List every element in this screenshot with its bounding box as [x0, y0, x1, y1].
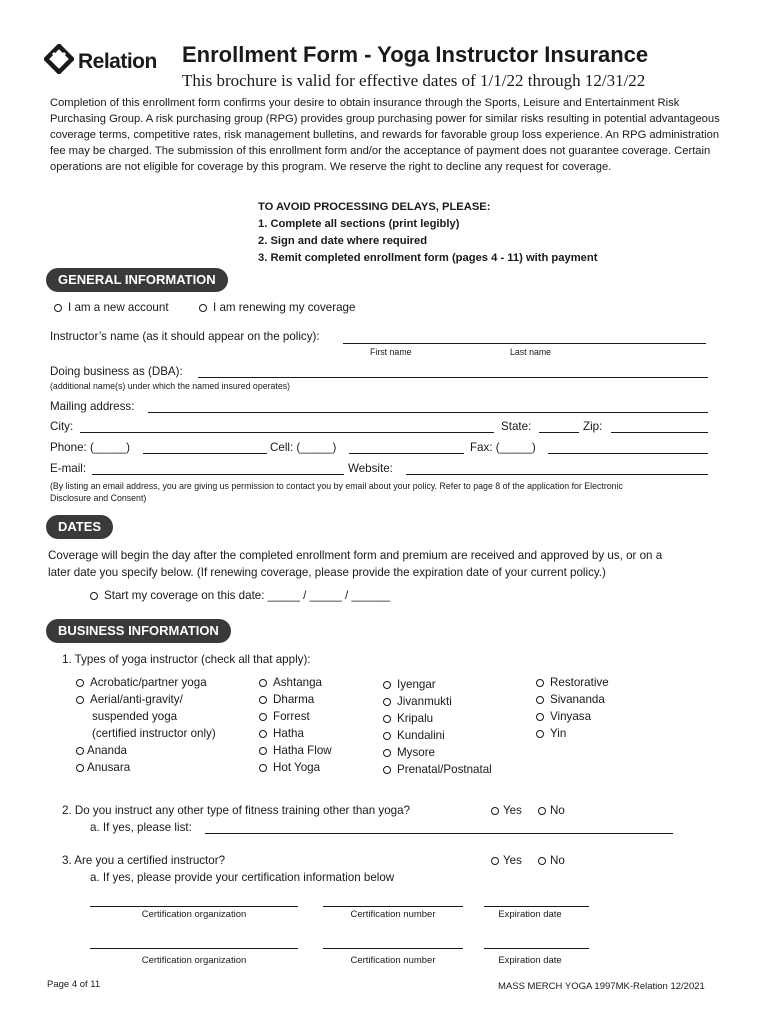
fax-field[interactable]	[548, 453, 708, 454]
first-name-caption: First name	[370, 347, 412, 357]
yoga-option-label: Hatha	[273, 727, 304, 740]
yoga-option-label: Ananda	[87, 744, 127, 757]
radio-icon[interactable]	[383, 732, 391, 740]
radio-icon[interactable]	[199, 304, 207, 312]
cert-org-field-1[interactable]	[90, 906, 298, 907]
yoga-option[interactable]	[76, 759, 216, 776]
dates-text-line-2: later date you specify below. (If renewing coverage, please provide the expiration date of your current policy.)	[48, 566, 606, 579]
renewing-label: I am renewing my coverage	[213, 301, 356, 314]
yoga-option[interactable]	[259, 759, 332, 776]
yes-label: Yes	[503, 854, 522, 867]
instructions-heading: TO AVOID PROCESSING DELAYS, PLEASE:	[258, 201, 491, 213]
yoga-option[interactable]	[259, 708, 332, 725]
cert-org-caption: Certification organization	[141, 955, 247, 966]
radio-icon[interactable]	[491, 857, 499, 865]
yoga-types-column-3	[383, 676, 492, 778]
yoga-option-label: Aerial/anti-gravity/	[90, 693, 183, 706]
yoga-option-label: Dharma	[273, 693, 315, 706]
email-label: E-mail:	[50, 462, 87, 475]
yoga-option-label: Hatha Flow	[273, 744, 332, 757]
yoga-types-column-2	[259, 674, 332, 776]
yoga-option[interactable]	[383, 761, 492, 778]
email-note-line-2: Disclosure and Consent)	[50, 493, 147, 503]
dba-note: (additional name(s) under which the named insured operates)	[50, 381, 291, 391]
dba-label: Doing business as (DBA):	[50, 365, 183, 378]
yoga-option[interactable]	[383, 727, 492, 744]
page-title: Enrollment Form - Yoga Instructor Insurance	[182, 42, 649, 67]
no-label: No	[550, 804, 565, 817]
city-label: City:	[50, 420, 74, 433]
no-label: No	[550, 854, 565, 867]
last-name-caption: Last name	[510, 347, 552, 357]
yoga-option[interactable]	[536, 725, 609, 742]
radio-icon[interactable]	[259, 713, 267, 721]
radio-icon[interactable]	[259, 730, 267, 738]
yoga-option-continued: suspended yoga	[92, 710, 178, 723]
yoga-option[interactable]	[536, 674, 609, 691]
radio-icon[interactable]	[383, 681, 391, 689]
instruction-item: 2. Sign and date where required	[258, 235, 428, 247]
phone-label: Phone: (_____)	[50, 441, 130, 454]
renewing-option[interactable]	[199, 301, 355, 314]
yoga-types-column-4	[536, 674, 609, 742]
yoga-option-label: Iyengar	[397, 678, 436, 691]
radio-icon[interactable]	[538, 857, 546, 865]
yoga-option[interactable]	[259, 674, 332, 691]
yoga-option-label: Acrobatic/partner yoga	[90, 676, 207, 689]
new-account-option[interactable]	[54, 301, 169, 314]
zip-label: Zip:	[583, 420, 603, 433]
q2-no-option[interactable]	[538, 804, 565, 817]
yoga-types-column-1	[76, 674, 216, 776]
question-2a: a. If yes, please list:	[90, 821, 192, 834]
radio-icon[interactable]	[76, 696, 84, 704]
radio-icon[interactable]	[76, 747, 84, 755]
radio-icon[interactable]	[536, 696, 544, 704]
radio-icon[interactable]	[491, 807, 499, 815]
yoga-option-label: Prenatal/Postnatal	[397, 763, 492, 776]
dates-heading: DATES	[46, 515, 113, 539]
yoga-option-label: Yin	[550, 727, 567, 740]
new-account-label: I am a new account	[68, 301, 169, 314]
radio-icon[interactable]	[383, 715, 391, 723]
phone-field[interactable]	[143, 453, 267, 454]
radio-icon[interactable]	[90, 592, 98, 600]
yoga-option-label: Restorative	[550, 676, 609, 689]
radio-icon[interactable]	[536, 679, 544, 687]
radio-icon[interactable]	[383, 749, 391, 757]
logo-text: Relation	[78, 50, 157, 73]
cell-label: Cell: (_____)	[270, 441, 337, 454]
yoga-option-label: Forrest	[273, 710, 310, 723]
instruction-item: 3. Remit completed enrollment form (pages 4 - 11) with payment	[258, 252, 598, 264]
yoga-option[interactable]	[259, 725, 332, 742]
yoga-option[interactable]	[259, 742, 332, 759]
radio-icon[interactable]	[259, 747, 267, 755]
radio-icon[interactable]	[259, 679, 267, 687]
yoga-option[interactable]	[76, 691, 216, 708]
radio-icon[interactable]	[54, 304, 62, 312]
cert-org-field-2[interactable]	[90, 948, 298, 949]
yoga-option[interactable]	[536, 691, 609, 708]
expiration-caption: Expiration date	[498, 955, 562, 966]
radio-icon[interactable]	[536, 730, 544, 738]
yoga-option-label: Sivananda	[550, 693, 605, 706]
q3-no-option[interactable]	[538, 854, 565, 867]
website-label: Website:	[348, 462, 393, 475]
state-label: State:	[501, 420, 532, 433]
yoga-option[interactable]	[536, 708, 609, 725]
yoga-option[interactable]	[383, 744, 492, 761]
form-code: MASS MERCH YOGA 1997MK-Relation 12/2021	[498, 981, 705, 992]
dates-text-line-1: Coverage will begin the day after the completed enrollment form and premium are received and approved by us, or on a	[48, 549, 663, 562]
radio-icon[interactable]	[76, 764, 84, 772]
start-coverage-label: Start my coverage on this date: _____ / _____ / ______	[104, 589, 391, 602]
start-coverage-option[interactable]	[90, 589, 390, 602]
yoga-option[interactable]	[383, 676, 492, 693]
yoga-option[interactable]	[259, 691, 332, 708]
radio-icon[interactable]	[259, 764, 267, 772]
city-field[interactable]	[80, 432, 494, 433]
question-3a: a. If yes, please provide your certification information below	[90, 871, 395, 884]
yoga-option[interactable]	[383, 710, 492, 727]
yoga-option[interactable]	[76, 674, 216, 691]
cert-number-field-1[interactable]	[323, 906, 463, 907]
website-field[interactable]	[406, 474, 708, 475]
radio-icon[interactable]	[538, 807, 546, 815]
mailing-address-label: Mailing address:	[50, 400, 135, 413]
expiration-field-1[interactable]	[484, 906, 589, 907]
fax-label: Fax: (_____)	[470, 441, 536, 454]
yoga-option-label: Hot Yoga	[273, 761, 321, 774]
page-number: Page 4 of 11	[47, 979, 101, 990]
yoga-option[interactable]	[383, 693, 492, 710]
expiration-field-2[interactable]	[484, 948, 589, 949]
radio-icon[interactable]	[383, 698, 391, 706]
relation-logo-icon	[44, 44, 74, 74]
yoga-option-label: Ashtanga	[273, 676, 322, 689]
yoga-option-label: Anusara	[87, 761, 131, 774]
question-2: 2. Do you instruct any other type of fitness training other than yoga?	[62, 804, 411, 817]
mailing-address-field[interactable]	[148, 412, 708, 413]
yoga-option[interactable]	[76, 742, 216, 759]
yoga-option-label: Kripalu	[397, 712, 434, 725]
intro-paragraph: Completion of this enrollment form confirms your desire to obtain insurance through the Sports, Leisure and Entertainment Risk Purchasing Group. A risk purchasing group (RPG) provides group purchasing power for similar risks resulting in potential advantageous coverage terms, competitive rates, risk management bulletins, and rewards for favorable group loss experience. An RPG administration fee may be charged. The submission of this enrollment form and/or the acceptance of payment does not guarantee coverage. Certain operations are not eligible for coverage by this program. We reserve the right to decline any request for coverage.	[50, 97, 720, 173]
email-field[interactable]	[92, 474, 344, 475]
cell-field[interactable]	[349, 453, 464, 454]
radio-icon[interactable]	[76, 679, 84, 687]
processing-instructions	[258, 199, 597, 267]
zip-field[interactable]	[611, 432, 708, 433]
dba-field[interactable]	[198, 377, 708, 378]
cert-number-caption: Certification number	[350, 955, 436, 966]
relation-logo	[44, 42, 174, 82]
q3-yes-option[interactable]	[491, 854, 522, 867]
page-subtitle: This brochure is valid for effective dates of 1/1/22 through 12/31/22	[182, 71, 646, 90]
instruction-item: 1. Complete all sections (print legibly)	[258, 218, 460, 230]
instructor-name-field[interactable]	[343, 343, 706, 344]
radio-icon[interactable]	[383, 766, 391, 774]
cert-org-caption: Certification organization	[141, 909, 247, 920]
yoga-option-label: Kundalini	[397, 729, 445, 742]
email-note-line-1: (By listing an email address, you are giving us permission to contact you by email about your policy. Refer to page 8 of the application for Electronic	[50, 481, 623, 491]
yoga-option-continued: (certified instructor only)	[92, 727, 216, 740]
radio-icon[interactable]	[536, 713, 544, 721]
cert-number-field-2[interactable]	[323, 948, 463, 949]
q2-yes-option[interactable]	[491, 804, 522, 817]
cert-number-caption: Certification number	[350, 909, 436, 920]
business-information-heading: BUSINESS INFORMATION	[46, 619, 231, 643]
instructor-name-label: Instructor’s name (as it should appear on the policy):	[50, 330, 320, 343]
yoga-option-label: Vinyasa	[550, 710, 592, 723]
yes-label: Yes	[503, 804, 522, 817]
radio-icon[interactable]	[259, 696, 267, 704]
yoga-option-label: Jivanmukti	[397, 695, 452, 708]
other-training-field[interactable]	[205, 833, 673, 834]
question-3: 3. Are you a certified instructor?	[62, 854, 226, 867]
expiration-caption: Expiration date	[498, 909, 562, 920]
state-field[interactable]	[539, 432, 579, 433]
yoga-option-label: Mysore	[397, 746, 436, 759]
general-information-heading: GENERAL INFORMATION	[46, 268, 228, 292]
question-1: 1. Types of yoga instructor (check all that apply):	[62, 653, 311, 666]
